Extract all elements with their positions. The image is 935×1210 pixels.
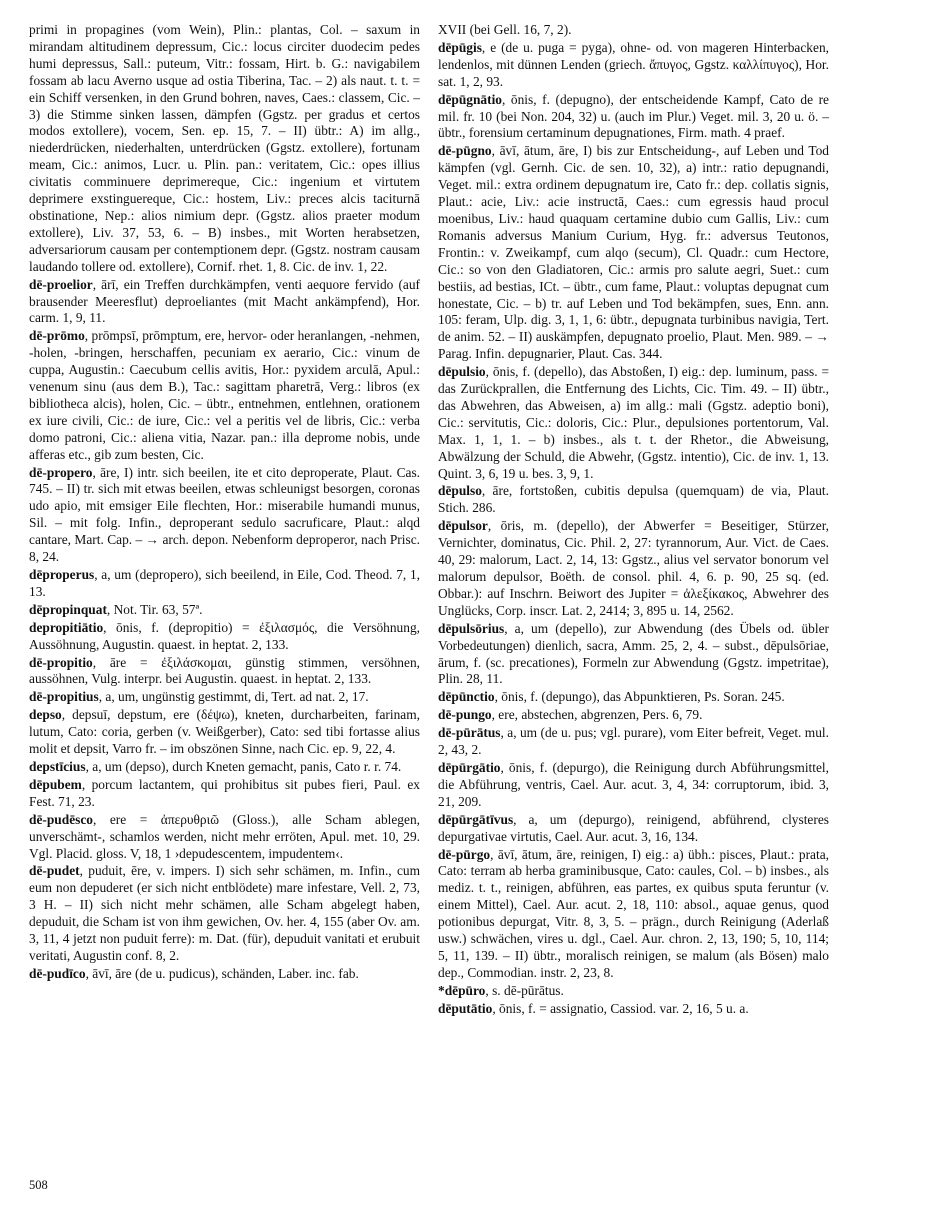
entry-headword: dē-pudēsco [29, 811, 93, 827]
dictionary-entry [438, 518, 829, 619]
dictionary-entry [438, 92, 829, 143]
entry-text: , s. dē-pūrātus. [485, 982, 564, 998]
entry-text: primi in propagines (vom Wein), Plin.: plantas, Col. – saxum in mirandam altitudinem depressum, Cic.: locus circiter duodecim pedes humi depressus, Sall.: puteum, Vitr.: fossam, Hirt. b. G.: navigabilem fossam ab lacu Averno usque ad ostia Tiberina, Tac. – 2) als naut. t. t. = ein Schiff versenken, in den Grund bohren, naves, Caes.: classem, Cic. – 3) die Stimme sinken lassen, dämpfen (Ggstz. per gradus et certos modos extollere), vocem, Sen. ep. 15, 7. – II) übtr.: A) im allg., niederdrücken, niederhalten, unterdrücken (Ggstz. extollere), fortunam meam, Cic.: animos, Lucr. u. Plin. pan.: veritatem, Cic.: opes illius civitatis comminuere deprimereque, Cic.: ingenium et virtutem deprimere exstinguereque, Cic.: hostem, Liv.: preces alcis taciturnā obstinatione, Nep.: alios nimium depr. (Ggstz. alios praeter modum extollere), Liv. 37, 53, 6. – B) insbes., mit Worten herabsetzen, adversariorum causam per contemptionem depr. (Ggstz. nostram causam laudando tollere od. extollere), Cornif. rhet. 1, 8. Cic. de inv. 1, 22. [29, 22, 420, 274]
entry-headword: dē-prōmo [29, 328, 85, 344]
entry-headword: depso [29, 707, 62, 723]
entry-headword: dē-pudīco [29, 965, 86, 981]
entry-headword: dē-propitio [29, 654, 93, 670]
dictionary-entry [438, 847, 829, 982]
entry-text: , a, um (depso), durch Kneten gemacht, panis, Cato r. r. 74. [85, 758, 402, 774]
dictionary-entry [438, 22, 829, 39]
entry-text: , āvī, āre (de u. pudicus), schänden, Laber. inc. fab. [85, 965, 359, 981]
dictionary-entry [438, 1001, 829, 1018]
entry-headword: dē-propitius [29, 689, 99, 705]
entry-text: , āvī, ātum, āre, I) bis zur Entscheidung-, auf Leben und Tod kämpfen (vgl. Gernh. Cic. de sen. 10, 32), a) intr.: ratio depugnandi, Veget. mil.: extra ordinem depugnatum ire, Cato fr.: dep. collatis signis, Plaut.: acie, Liv.: acie instructā, Caes.: cum egressis haud procul moenibus, Liv.: haud quaquam certamine dubio cum Gallis, Liv.: cum Romanis adversus Manium Curium, Hyg. fr.: adversus Teutonos, Frontin.: v. Zweikampf, cum alqo (secum), Cl. Quadr.: cum Hectore, Cic.: so von den Gladiatoren, Cic.: armis pro salute aegri, Suet.: cum bestiis, ad bestias, ICt. – übtr., cum fame, Plaut.: voluptas depugnat cum honestate, Cic. – b) tr. auf Leben und Tod bekämpfen, sues, Enn. ann. 105: feram, Ulp. dig. 3, 1, 1, 6: übtr., depugnata turbinibus navigia, Tert. de anim. 52. – II) auskämpfen, depugnato proelio, Plaut. Men. 989. – → Parag. Infin. depugnarier, Plaut. Cas. 344. [438, 143, 829, 362]
dictionary-entry [29, 277, 420, 328]
dictionary-entry [438, 621, 829, 689]
entry-text: , ōris, m. (depello), der Abwerfer = Beseitiger, Stürzer, Vernichter, dominatus, Cic. Phil. 2, 27: tyrannorum, Aur. Vict. de Caes. 40, 29: malorum, Lact. 2, 14, 13: Ggstz., alius vel servator bonorum vel malorum depulsor, Boëth. de consol. phil. 4, 6. p. 90, 25 sq. (ed. Obbar.): auf Inschrn. Beiwort des Jupiter = ἀλεξίκακος, Abwehrer des Unglücks, Corp. inscr. Lat. 2, 2414; 3, 895 u. 14, 2562. [438, 518, 829, 618]
entry-headword: dē-pūrātus [438, 725, 501, 741]
entry-text: , āre, I) intr. sich beeilen, ite et cito deproperate, Plaut. Cas. 745. – II) tr. sich mit etwas beeilen, etwas schleunigst besorgen, coronas udo apio, mit emsiger Eile flechten, Hor.: miserabile humandi munus, Sil. – mit folg. Infin., deproperant sedulo sacruficare, Plaut.: alqd cantare, Mart. Cap. – → arch. depon. Nebenform deproperor, nach Prisc. 8, 24. [29, 464, 420, 565]
entry-text: , puduit, ēre, v. impers. I) sich sehr schämen, m. Infin., cum eum non depuderet (er sich nicht entblödete) mare infestare, Vell. 2, 73, 3 H. – II) sich nicht mehr schämen, alle Scham abgelegt haben, depuduit, die Scham ist von ihm gewichen, Ov. her. 4, 155 (aber Ov. am. 3, 11, 4 jetzt non puduit ferre): m. Dat. (für), depuduit vanitati et erubuit veritati, Augustin conf. 8, 2. [29, 863, 420, 963]
dictionary-entry [29, 22, 420, 276]
dictionary-entry [29, 812, 420, 863]
entry-headword: dēpubem [29, 776, 82, 792]
dictionary-entry [438, 707, 829, 724]
entry-text: , e (de u. puga = pyga), ohne- od. von mageren Hinterbacken, lendenlos, mit dünnen Lenden (griech. ἄπυγος, Ggstz. καλλίπυγος), Hor. sat. 1, 2, 93. [438, 39, 829, 89]
dictionary-entry [29, 707, 420, 758]
dictionary-entry [438, 812, 829, 846]
entry-text: , āre = ἐξιλάσκομαι, günstig stimmen, versöhnen, aussöhnen, Vulg. interpr. bei Augustin. quaest. in heptat. 2, 133. [29, 654, 420, 687]
dictionary-entry [29, 567, 420, 601]
entry-headword: dēpūrgātio [438, 759, 501, 775]
dictionary-entry [29, 328, 420, 463]
entry-headword: dēpulsio [438, 364, 486, 380]
entry-headword: dē-proelior [29, 276, 93, 292]
left-column [29, 22, 420, 984]
dictionary-entry [438, 143, 829, 363]
entry-text: , ōnis, f. = assignatio, Cassiod. var. 2, 16, 5 u. a. [492, 1000, 749, 1016]
entry-headword: dēpūgis [438, 39, 482, 55]
entry-headword: dēpropinquat [29, 601, 107, 617]
page-number: 508 [29, 1178, 48, 1192]
entry-text: , depsuī, depstum, ere (δέψω), kneten, durcharbeiten, farinam, lutum, Cato: coria, gerben (v. Weißgerber), Cato: sed tibi fortasse alius molit et depsit, Varro fr. – im obszönen Sinne, nach Cic. ep. 9, 22, 4. [29, 707, 420, 757]
entry-text: , a, um (depurgo), reinigend, abführend, clysteres depurgativae virtutis, Cael. Aur. acut. 3, 16, 134. [438, 811, 829, 844]
entry-headword: dē-pungo [438, 707, 492, 723]
dictionary-entry [29, 465, 420, 566]
entry-text: , ārī, ein Treffen durchkämpfen, venti aequore fervido (auf brausender Meeresflut) deproeliantes (mit Macht ankämpfend), Hor. carm. 1, 9, 11. [29, 276, 420, 326]
entry-headword: dē-propero [29, 464, 93, 480]
entry-text: , ere, abstechen, abgrenzen, Pers. 6, 79. [491, 707, 703, 723]
entry-text: , a, um, ungünstig gestimmt, di, Tert. ad nat. 2, 17. [98, 689, 369, 705]
entry-headword: dē-pudet [29, 863, 80, 879]
entry-text: , porcum lactantem, qui prohibitus sit pubes fieri, Paul. ex Fest. 71, 23. [29, 776, 420, 809]
entry-headword: *dēpūro [438, 982, 486, 998]
entry-text: XVII (bei Gell. 16, 7, 2). [438, 22, 572, 37]
entry-headword: dēpulsōrius [438, 620, 505, 636]
entry-headword: dē-pūgno [438, 143, 492, 159]
entry-headword: depropitiātio [29, 619, 104, 635]
entry-text: , prōmpsī, prōmptum, ere, hervor- oder heranlangen, -nehmen, -holen, -bringen, herschaffen, pecuniam ex aerario, Cic.: vinum de cuppa, Augustin.: Caecubum cellis avitis, Hor.: pyxidem arculā, Apul.: venenum sinu (aus dem B.), Tac.: sagittam pharetrā, Verg.: libros (ex bibliotheca alcis), holen, Cic. – übtr., entnehmen, entlehnen, orationem ex iure civili, Cic.: de iure, Cic.: vel a peritis vel de libris, Cic.: verba domo patroni, Cic.: aliena vitia, Nazar. pan.: illa deprome nobis, unde afferas etc., gib zum besten, Cic. [29, 328, 420, 462]
dictionary-entry [29, 777, 420, 811]
dictionary-entry [29, 863, 420, 964]
entry-headword: dēpulso [438, 483, 482, 499]
dictionary-entry [438, 725, 829, 759]
entry-headword: dēpūrgātīvus [438, 811, 514, 827]
right-column [438, 22, 829, 1019]
entry-text: , āvī, ātum, āre, reinigen, I) eig.: a) übh.: pisces, Plaut.: prata, Cato: terram ab herba graminibusque, Cato: caules, Col. – b) insbes., als mediz. t. t., reinigen, abführen, eas partes, ex quibus sputa feruntur (v. einem Mittel), Cael. Aur. acut. 2, 18, 110: absol., aquae genus, quod potionibus depurgat, Vitr. 8, 3, 5. – prägn., durch Reinigung (Aderlaß usw.) schwächen, vires u. dgl., Cael. Aur. chron. 2, 13, 190; 5, 10, 114; 5, 11, 139. – II) übtr., moralisch reinigen, se malum (als Bösen) malo dep., Commodian. instr. 2, 23, 8. [438, 846, 829, 980]
entry-text: , a, um (depello), zur Abwendung (des Übels od. übler Vorbedeutungen) dienlich, sacra, Amm. 25, 2, 4. – subst., dēpulsōriae, ārum, f. (sc. precationes), Formeln zur Abwendung (Ggstz. impetritae), Plin. 28, 11. [438, 620, 829, 687]
entry-headword: dēproperus [29, 567, 95, 582]
dictionary-entry [29, 759, 420, 776]
entry-text: , ere = ἀπερυθριῶ (Gloss.), alle Scham ablegen, unverschämt-, schamlos werden, nicht mehr erröten, Apul. met. 10, 29. Vgl. Placid. gloss. V, 18, 1 ›depudescentem, impudentem‹. [29, 811, 420, 861]
dictionary-entry [438, 364, 829, 482]
entry-headword: dēpūgnātio [438, 91, 502, 107]
entry-text: , ōnis, f. (depello), das Abstoßen, I) eig.: dep. luminum, pass. = das Zurückprallen, die Entfernung des Lichts, Cic. Tim. 49. – II) übtr., das Abwehren, das Abweisen, a) im allg.: mali (Ggstz. adeptio boni), Cic.: servitutis, Cic.: doloris, Cic.: Plur., depulsiones portentorum, Val. Max. 1, 1, 1. – b) insbes., als t. t. der Rhetor., die Abweisung, Abwälzung der Schuld, die Abwehr, (Ggstz. intentio), Cic. de inv. 1, 13. Quint. 3, 6, 19 u. bes. 3, 9, 1. [438, 364, 829, 481]
entry-text: , a, um (de u. pus; vgl. purare), vom Eiter befreit, Veget. mul. 2, 43, 2. [438, 725, 829, 758]
entry-text: , a, um (depropero), sich beeilend, in Eile, Cod. Theod. 7, 1, 13. [29, 567, 420, 599]
entry-headword: dēpulsor [438, 518, 488, 534]
entry-text: , ōnis, f. (depungo), das Abpunktieren, Ps. Soran. 245. [494, 689, 785, 705]
dictionary-entry [438, 760, 829, 811]
dictionary-entry [438, 483, 829, 517]
entry-text: , Not. Tir. 63, 57ª. [106, 601, 203, 617]
dictionary-entry [29, 602, 420, 619]
dictionary-entry [438, 983, 829, 1000]
dictionary-entry [29, 689, 420, 706]
entry-headword: dē-pūrgo [438, 846, 491, 862]
dictionary-entry [29, 655, 420, 689]
dictionary-entry [29, 966, 420, 983]
entry-headword: dēpūnctio [438, 689, 495, 705]
entry-text: , āre, fortstoßen, cubitis depulsa (quemquam) de via, Plaut. Stich. 286. [438, 483, 829, 516]
entry-headword: depstīcius [29, 758, 86, 774]
entry-text: , ōnis, f. (depugno), der entscheidende Kampf, Cato de re mil. fr. 10 (bei Non. 204, 32) u. (auch im Plur.) Veget. mil. 3, 20 u. ö. – übtr., forensium certaminum depugnationes, Firm. math. 4 praef. [438, 91, 829, 141]
dictionary-entry [438, 40, 829, 91]
dictionary-entry [438, 689, 829, 706]
entry-text: , ōnis, f. (depurgo), die Reinigung durch Abführungsmittel, die Abführung, ventris, Cael. Aur. acut. 3, 4, 34: corruptorum, ibid. 3, 21, 209. [438, 759, 829, 809]
dictionary-entry [29, 620, 420, 654]
entry-text: , ōnis, f. (depropitio) = ἐξιλασμός, die Versöhnung, Aussöhnung, Augustin. quaest. in heptat. 2, 133. [29, 619, 420, 652]
entry-headword: dēputātio [438, 1000, 493, 1016]
